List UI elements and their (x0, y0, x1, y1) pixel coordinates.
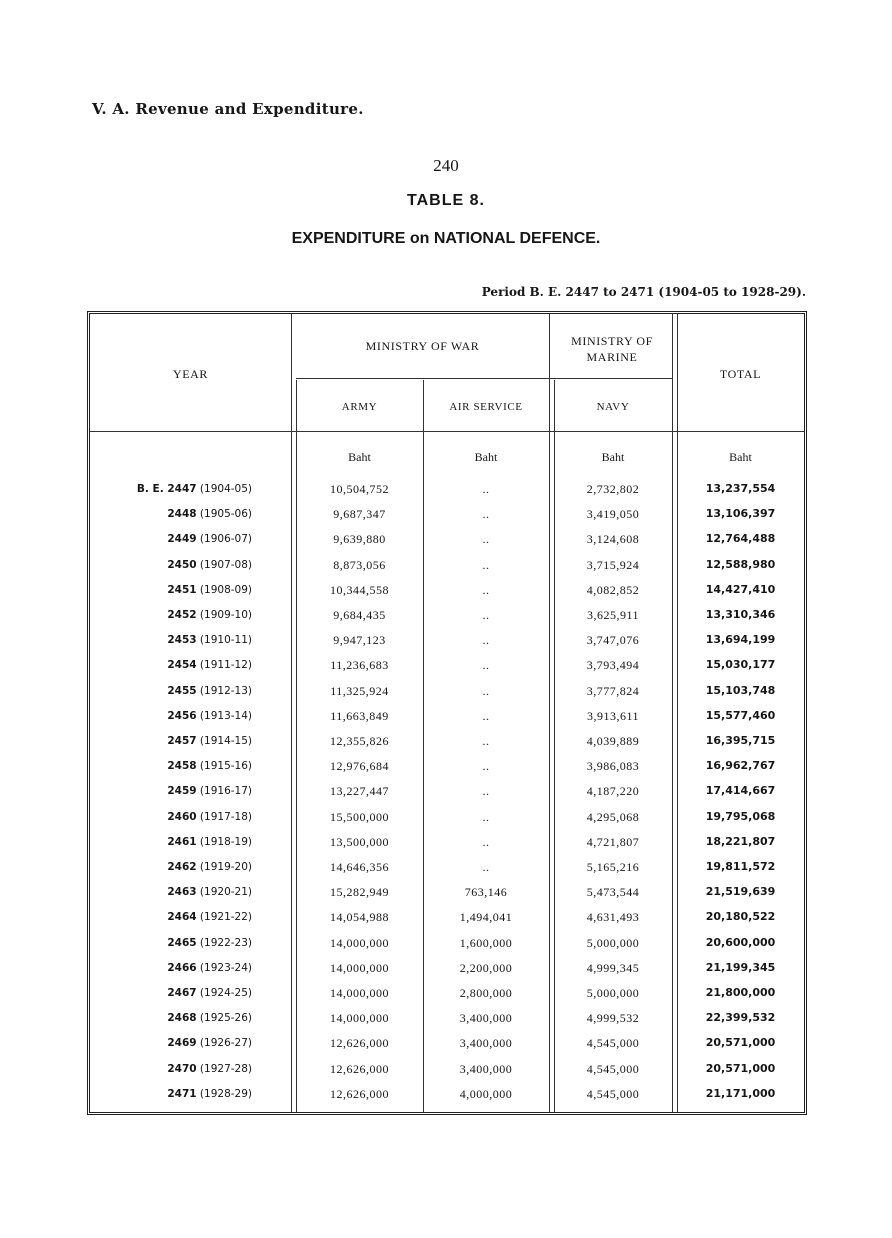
header-rule (90, 431, 804, 432)
unit-total: Baht (729, 450, 752, 464)
air-cell: 2,800,000 (459, 986, 513, 1000)
air-cell: .. (482, 507, 490, 522)
unit-air-service: Baht (474, 450, 498, 464)
table-row (0, 958, 892, 978)
air-cell: .. (482, 708, 490, 723)
year-cell (92, 630, 252, 650)
table-row (0, 983, 892, 1003)
total-cell: 17,414,667 (705, 784, 776, 798)
navy-cell: 3,124,608 (586, 532, 640, 547)
table-row (0, 756, 892, 776)
total-cell: 14,427,410 (705, 582, 776, 596)
year-cell (92, 882, 252, 902)
table-row (0, 555, 892, 575)
year-ce: (1905-06) (196, 508, 252, 521)
navy-cell: 4,631,493 (586, 910, 640, 925)
table-row (0, 504, 892, 524)
table-row (0, 605, 892, 625)
year-ce: (1912-13) (196, 684, 252, 697)
year-cell (92, 580, 252, 600)
page-number: 240 (433, 156, 459, 175)
year-cell (92, 731, 252, 751)
year-ce: (1914-15) (196, 735, 252, 747)
table-row (0, 706, 892, 726)
year-be: 2471 (167, 1087, 197, 1100)
year-cell (92, 655, 252, 675)
year-be: 2450 (167, 558, 197, 571)
table-row (0, 1033, 892, 1053)
total-cell: 15,577,460 (705, 708, 776, 722)
total-cell: 12,764,488 (705, 532, 776, 546)
year-be: 2463 (167, 886, 197, 899)
navy-cell: 5,473,544 (586, 885, 640, 900)
total-cell: 13,694,199 (705, 633, 776, 647)
year-cell (92, 832, 252, 852)
table-row (0, 1008, 892, 1028)
army-cell: 14,000,000 (330, 935, 389, 950)
header-air-service: AIR SERVICE (449, 401, 523, 413)
table-row (0, 655, 892, 675)
navy-cell: 4,999,532 (586, 1011, 640, 1026)
year-be: 2459 (167, 785, 197, 798)
army-cell: 12,626,000 (330, 1061, 389, 1076)
year-be: 2462 (167, 861, 197, 873)
year-ce: (1916-17) (196, 785, 252, 798)
air-cell: .. (482, 860, 490, 874)
total-cell: 13,237,554 (705, 482, 776, 495)
year-be: 2457 (167, 735, 197, 747)
total-cell: 19,811,572 (705, 860, 776, 873)
air-cell: .. (482, 809, 490, 824)
year-cell (92, 1033, 252, 1053)
total-cell: 20,180,522 (705, 910, 776, 924)
air-cell: .. (482, 608, 490, 622)
year-cell (92, 933, 252, 953)
air-cell: .. (482, 482, 490, 496)
year-cell (92, 807, 252, 827)
total-cell: 21,171,000 (705, 1086, 776, 1100)
year-ce: (1915-16) (196, 760, 252, 773)
year-cell (92, 1059, 252, 1079)
table-row (0, 630, 892, 650)
navy-cell: 4,999,345 (586, 960, 640, 975)
year-ce: (1906-07) (196, 533, 252, 546)
air-cell: .. (482, 658, 490, 673)
table-row (0, 807, 892, 827)
table-number: TABLE 8. (407, 192, 485, 209)
air-cell: .. (482, 582, 490, 597)
year-cell (92, 756, 252, 776)
army-cell: 11,325,924 (330, 683, 389, 698)
year-ce: (1925-26) (196, 1012, 252, 1025)
year-cell (92, 605, 252, 625)
year-ce: (1922-23) (196, 936, 252, 949)
total-cell: 22,399,532 (705, 1011, 776, 1025)
army-cell: 12,626,000 (330, 1086, 389, 1101)
year-cell (92, 504, 252, 524)
total-cell: 13,310,346 (705, 608, 776, 621)
army-cell: 12,355,826 (330, 734, 389, 748)
navy-cell: 2,732,802 (586, 482, 640, 496)
navy-cell: 3,419,050 (586, 507, 640, 522)
total-cell: 18,221,807 (705, 834, 776, 848)
navy-cell: 4,039,889 (586, 734, 640, 748)
table-row (0, 731, 892, 751)
total-cell: 20,571,000 (705, 1061, 776, 1075)
table-row (0, 580, 892, 600)
army-cell: 12,976,684 (330, 759, 389, 774)
year-ce: (1919-20) (196, 861, 252, 873)
year-cell (92, 529, 252, 549)
year-be: 2469 (167, 1037, 197, 1050)
army-cell: 11,663,849 (330, 708, 389, 723)
army-cell: 8,873,056 (333, 557, 386, 572)
table-row (0, 933, 892, 953)
air-cell: 1,600,000 (459, 935, 513, 950)
air-cell: 2,200,000 (459, 960, 513, 975)
air-cell: .. (482, 683, 490, 698)
total-cell: 21,199,345 (705, 960, 776, 974)
year-cell (92, 1084, 252, 1104)
year-be: 2458 (167, 760, 197, 773)
army-cell: 10,504,752 (330, 482, 389, 496)
air-cell: .. (482, 532, 490, 547)
table-row (0, 857, 892, 877)
navy-cell: 4,545,000 (586, 1036, 640, 1051)
year-be: 2464 (167, 911, 197, 924)
period-caption: Period B. E. 2447 to 2471 (1904-05 to 1928-29). (481, 285, 806, 299)
year-ce: (1921-22) (196, 911, 252, 924)
year-ce: (1917-18) (196, 810, 252, 823)
navy-cell: 3,793,494 (586, 658, 640, 673)
air-cell: .. (482, 557, 490, 572)
air-cell: 3,400,000 (459, 1036, 513, 1051)
table-row (0, 529, 892, 549)
total-cell: 16,962,767 (705, 759, 776, 773)
air-cell: 3,400,000 (459, 1061, 513, 1076)
air-cell: 3,400,000 (459, 1011, 513, 1026)
navy-cell: 4,545,000 (586, 1061, 640, 1076)
year-be: 2448 (167, 508, 197, 521)
year-ce: (1910-11) (196, 634, 252, 647)
year-be: 2449 (167, 533, 197, 546)
table-row (0, 832, 892, 852)
year-be: B. E. 2447 (136, 483, 197, 495)
air-cell: .. (482, 759, 490, 774)
army-cell: 9,687,347 (333, 507, 386, 522)
navy-cell: 3,625,911 (586, 608, 640, 622)
header-total: TOTAL (719, 367, 762, 381)
year-be: 2451 (167, 583, 197, 596)
army-cell: 12,626,000 (330, 1036, 389, 1051)
total-cell: 21,800,000 (705, 986, 776, 999)
air-cell: .. (482, 633, 490, 648)
army-cell: 10,344,558 (330, 582, 389, 597)
header-year: YEAR (172, 367, 209, 381)
total-cell: 19,795,068 (705, 809, 776, 823)
year-ce: (1920-21) (196, 886, 252, 899)
year-be: 2468 (167, 1012, 197, 1025)
header-army: ARMY (341, 401, 378, 413)
navy-cell: 4,721,807 (586, 834, 640, 849)
year-cell (92, 1008, 252, 1028)
navy-cell: 4,082,852 (586, 582, 640, 597)
army-cell: 14,646,356 (330, 860, 389, 874)
army-cell: 13,500,000 (330, 834, 389, 849)
table-row (0, 681, 892, 701)
table-row (0, 781, 892, 801)
army-cell: 9,639,880 (333, 532, 386, 547)
year-ce: (1918-19) (196, 835, 252, 848)
army-cell: 14,000,000 (330, 960, 389, 975)
navy-cell: 3,913,611 (586, 708, 640, 723)
total-cell: 15,030,177 (705, 658, 776, 672)
army-cell: 9,947,123 (333, 633, 386, 648)
year-cell (92, 681, 252, 701)
army-cell: 13,227,447 (330, 784, 389, 799)
table-row (0, 882, 892, 902)
unit-navy: Baht (601, 450, 625, 464)
total-cell: 20,571,000 (705, 1036, 776, 1050)
year-ce: (1904-05) (196, 483, 252, 495)
table-row (0, 907, 892, 927)
army-cell: 15,500,000 (330, 809, 389, 824)
table-title: EXPENDITURE on NATIONAL DEFENCE. (291, 230, 601, 247)
navy-cell: 3,986,083 (586, 759, 640, 774)
header-ministry-of-marine: MINISTRY OF MARINE (571, 334, 653, 364)
year-be: 2453 (167, 634, 197, 647)
army-cell: 9,684,435 (333, 608, 386, 622)
table-row (0, 479, 892, 499)
navy-cell: 4,545,000 (586, 1086, 640, 1101)
total-cell: 15,103,748 (705, 683, 776, 697)
army-cell: 14,000,000 (330, 986, 389, 1000)
air-cell: 4,000,000 (459, 1086, 513, 1101)
year-cell (92, 983, 252, 1003)
army-cell: 11,236,683 (330, 658, 389, 673)
navy-cell: 4,295,068 (586, 809, 640, 824)
total-cell: 12,588,980 (705, 557, 776, 571)
year-ce: (1908-09) (196, 583, 252, 596)
header-ministry-of-war: MINISTRY OF WAR (365, 339, 480, 353)
year-ce: (1927-28) (196, 1062, 252, 1075)
air-cell: 763,146 (464, 885, 508, 900)
army-cell: 15,282,949 (330, 885, 389, 900)
navy-cell: 5,000,000 (586, 935, 640, 950)
air-cell: .. (482, 834, 490, 849)
section-heading: V. A. Revenue and Expenditure. (92, 100, 364, 118)
army-cell: 14,000,000 (330, 1011, 389, 1026)
navy-cell: 3,715,924 (586, 557, 640, 572)
year-be: 2461 (167, 835, 197, 848)
year-be: 2467 (167, 987, 197, 999)
navy-cell: 5,165,216 (586, 860, 640, 874)
year-be: 2466 (167, 961, 197, 974)
air-cell: 1,494,041 (459, 910, 513, 925)
year-be: 2452 (167, 609, 197, 621)
year-cell (92, 479, 252, 499)
table-row (0, 1084, 892, 1104)
air-cell: .. (482, 784, 490, 799)
year-be: 2456 (167, 709, 197, 722)
year-cell (92, 555, 252, 575)
header-rule (296, 378, 672, 379)
year-cell (92, 706, 252, 726)
year-be: 2470 (167, 1062, 197, 1075)
year-ce: (1928-29) (196, 1087, 252, 1100)
navy-cell: 4,187,220 (586, 784, 640, 799)
total-cell: 13,106,397 (705, 507, 776, 521)
year-ce: (1911-12) (196, 659, 252, 672)
header-navy: NAVY (596, 401, 630, 413)
year-be: 2455 (167, 684, 197, 697)
year-ce: (1913-14) (196, 709, 252, 722)
total-cell: 16,395,715 (705, 734, 776, 747)
year-cell (92, 781, 252, 801)
year-ce: (1924-25) (196, 987, 252, 999)
table-row (0, 1059, 892, 1079)
navy-cell: 3,747,076 (586, 633, 640, 648)
year-be: 2454 (167, 659, 197, 672)
year-cell (92, 958, 252, 978)
year-ce: (1923-24) (196, 961, 252, 974)
total-cell: 20,600,000 (705, 935, 776, 949)
year-cell (92, 907, 252, 927)
year-ce: (1909-10) (196, 609, 252, 621)
air-cell: .. (482, 734, 490, 748)
year-cell (92, 857, 252, 877)
year-be: 2465 (167, 936, 197, 949)
year-ce: (1907-08) (196, 558, 252, 571)
year-be: 2460 (167, 810, 197, 823)
army-cell: 14,054,988 (330, 910, 389, 925)
total-cell: 21,519,639 (705, 885, 776, 899)
navy-cell: 3,777,824 (586, 683, 640, 698)
navy-cell: 5,000,000 (586, 986, 640, 1000)
unit-army: Baht (348, 450, 371, 464)
year-ce: (1926-27) (196, 1037, 252, 1050)
